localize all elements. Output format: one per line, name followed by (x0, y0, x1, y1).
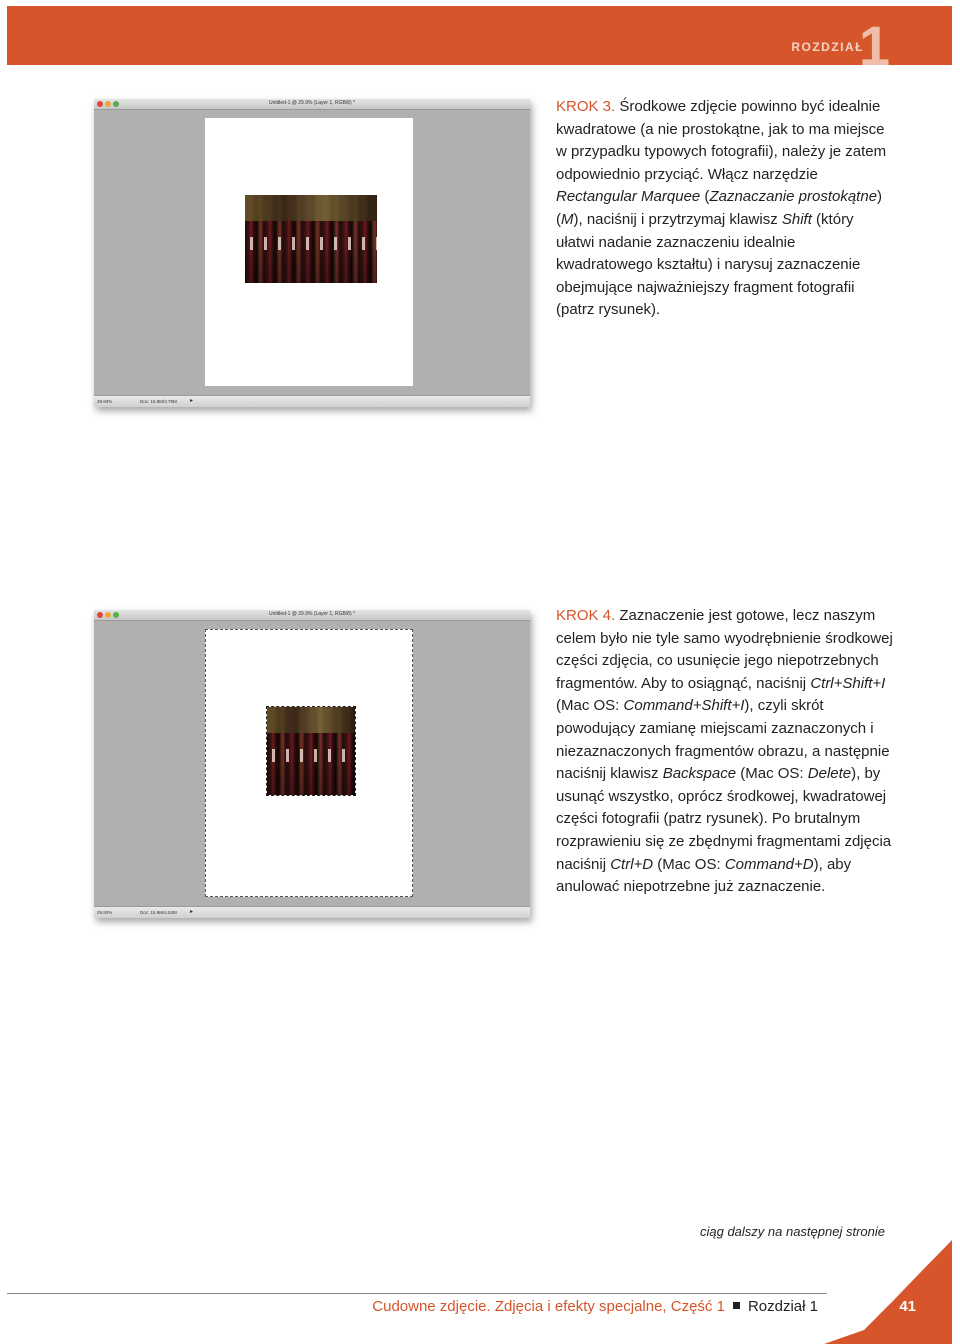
step3-label: KROK 3. (556, 98, 616, 115)
document-canvas[interactable] (205, 629, 413, 897)
status-menu-arrow-icon[interactable]: ▸ (190, 909, 194, 915)
window-titlebar (94, 99, 530, 110)
step4-text-part: ), czyli skrót powodujący zamianę miejscami zaznaczonych i niezaznaczonych fragmentów obrazu, a następnie naciśnij klawisz (556, 697, 890, 783)
shortcut-key: Ctrl+Shift+I (810, 674, 886, 692)
step4-text-part: (Mac OS: (653, 855, 725, 873)
footer-rule (7, 1293, 827, 1294)
step3-text-part: ), naciśnij i przytrzymaj klawisz (573, 210, 782, 228)
window-title: Untitled-1 @ 29.9% (Layer 1, RGB/8) * (269, 611, 355, 617)
tool-name: Rectangular Marquee (556, 188, 701, 206)
square-bullet-icon (733, 1302, 740, 1309)
wine-bottles-photo (245, 195, 377, 283)
tool-name-pl: Zaznaczanie prostokątne (709, 188, 878, 206)
step3-text-part: (który ułatwi nadanie zaznaczeniu idealnie kwadratowego kształtu) i narysuj zaznaczenie obejmujące najważniejszy fragment fotografii (patrz rysunek). (556, 210, 861, 319)
shortcut-key: Ctrl+D (610, 855, 654, 873)
photoshop-window-step3 (94, 99, 530, 407)
doc-size: Doc: 15.9M/3.79M (140, 399, 177, 404)
chapter-name: Rozdział 1 (747, 1298, 818, 1315)
shortcut-key: M (561, 210, 574, 228)
chapter-numeral: 1 (858, 14, 890, 77)
book-title: Cudowne zdjęcie. Zdjęcia i efekty specjalne, Część 1 (372, 1298, 725, 1315)
step3-text (556, 96, 896, 322)
chapter-header-band (7, 6, 952, 77)
step3-text-part: ( (700, 188, 710, 206)
zoom-level[interactable]: 29.93% (97, 910, 113, 915)
doc-size: Doc: 15.9M/4.53M (140, 910, 177, 915)
window-status-bar (94, 906, 530, 918)
shortcut-key: Delete (807, 765, 852, 783)
step3-text-part: ) ( (556, 188, 883, 228)
step4-label: KROK 4. (556, 607, 616, 624)
step4-text-part: ), by usunąć wszystko, oprócz środkowej, kwadratowej części fotografii (patrz rysunek). Po brutalnym rozprawieniu się ze zbędnymi fragmentami zdjęcia naciśnij (556, 765, 892, 873)
step4-text-part: (Mac OS: (556, 697, 624, 715)
status-menu-arrow-icon[interactable]: ▸ (190, 398, 194, 404)
page-curl-corner (824, 1240, 952, 1344)
page-number: 41 (899, 1298, 916, 1315)
continued-next-page-note: ciąg dalszy na następnej stronie (699, 1224, 885, 1239)
shortcut-key: Backspace (662, 765, 737, 783)
step4-text-part: ), aby anulować niepotrzebne już zaznaczenie. (556, 855, 852, 896)
footer-running-title (372, 1298, 818, 1315)
window-title: Untitled-1 @ 29.9% (Layer 1, RGB/8) * (269, 100, 355, 106)
photoshop-window-step4 (94, 610, 530, 918)
wine-bottles-square-photo (267, 707, 355, 795)
window-status-bar (94, 395, 530, 407)
window-titlebar (94, 610, 530, 621)
step4-text (556, 605, 896, 899)
shortcut-key: Command+Shift+I (623, 697, 745, 715)
step4-text-part: (Mac OS: (736, 765, 808, 783)
zoom-level[interactable]: 29.93% (97, 399, 113, 404)
chapter-label: ROZDZIAŁ (791, 40, 864, 54)
shortcut-key: Command+D (724, 855, 814, 873)
step3-text-part: Środkowe zdjęcie powinno być idealnie kwadratowe (a nie prostokątne, jak to ma miejsce w przypadku typowych fotografii), należy je zatem odpowiednio przyciąć. Włącz narzędzie (556, 98, 887, 183)
shortcut-key: Shift (781, 210, 812, 228)
step4-text-part: Zaznaczenie jest gotowe, lecz naszym celem było nie tyle samo wyodrębnienie środkowej części zdjęcia, co usunięcie jego niepotrzebnych fragmentów. Aby to osiągnąć, naciśnij (556, 607, 893, 692)
document-canvas[interactable] (205, 118, 413, 386)
